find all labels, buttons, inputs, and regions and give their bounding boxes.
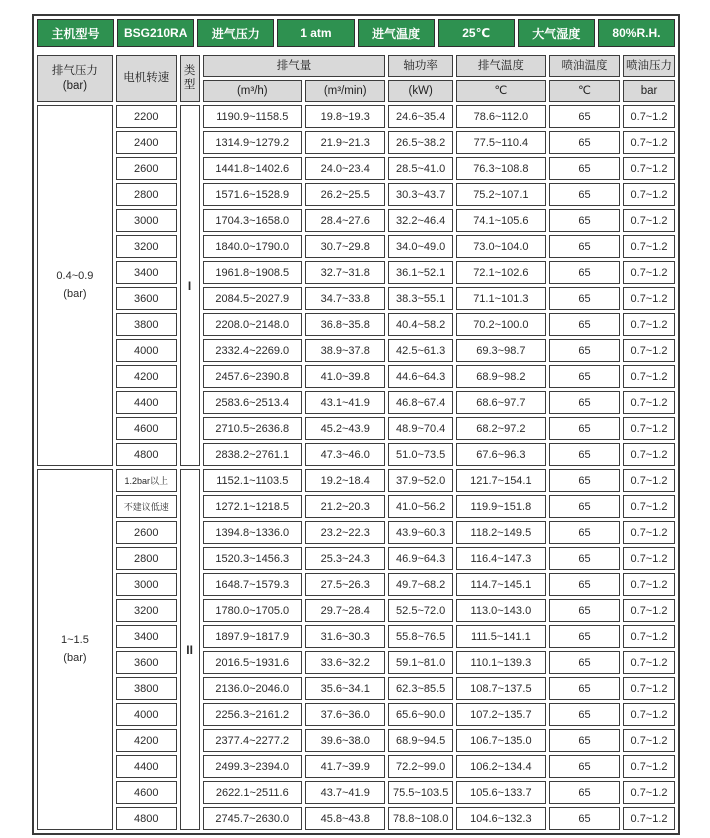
col-oil-pressure: 喷油压力 bbox=[623, 55, 675, 77]
oil-pressure-cell: 0.7~1.2 bbox=[623, 391, 675, 414]
table-row bbox=[37, 677, 675, 700]
shaft-power-cell: 78.8~108.0 bbox=[388, 807, 452, 830]
flow-m3min-cell: 39.6~38.0 bbox=[305, 729, 385, 752]
flow-m3min-cell: 36.8~35.8 bbox=[305, 313, 385, 336]
humidity-value: 80%R.H. bbox=[598, 19, 675, 47]
oil-temp-cell: 65 bbox=[549, 651, 620, 674]
pressure-range-value: 0.4~0.9 bbox=[56, 269, 94, 282]
oil-pressure-cell: 0.7~1.2 bbox=[623, 183, 675, 206]
col-displacement: 排气量 bbox=[203, 55, 386, 77]
discharge-temp-cell: 110.1~139.3 bbox=[456, 651, 546, 674]
discharge-temp-cell: 76.3~108.8 bbox=[456, 157, 546, 180]
motor-speed-cell: 3000 bbox=[116, 209, 177, 232]
oil-pressure-cell: 0.7~1.2 bbox=[623, 521, 675, 544]
motor-speed-cell: 不建议低速 bbox=[116, 495, 177, 518]
motor-speed-cell: 3600 bbox=[116, 287, 177, 310]
motor-speed-cell: 4200 bbox=[116, 729, 177, 752]
table-row bbox=[37, 521, 675, 544]
oil-pressure-cell: 0.7~1.2 bbox=[623, 235, 675, 258]
host-model-label: 主机型号 bbox=[37, 19, 114, 47]
oil-pressure-cell: 0.7~1.2 bbox=[623, 703, 675, 726]
flow-m3h-cell: 2377.4~2277.2 bbox=[203, 729, 302, 752]
motor-speed-cell: 3400 bbox=[116, 625, 177, 648]
oil-temp-cell: 65 bbox=[549, 287, 620, 310]
oil-temp-cell: 65 bbox=[549, 313, 620, 336]
flow-m3h-cell: 1840.0~1790.0 bbox=[203, 235, 302, 258]
flow-m3h-cell: 2332.4~2269.0 bbox=[203, 339, 302, 362]
flow-m3h-cell: 1314.9~1279.2 bbox=[203, 131, 302, 154]
motor-speed-cell: 2400 bbox=[116, 131, 177, 154]
oil-pressure-cell: 0.7~1.2 bbox=[623, 339, 675, 362]
motor-speed-cell: 4000 bbox=[116, 339, 177, 362]
discharge-temp-cell: 111.5~141.1 bbox=[456, 625, 546, 648]
shaft-power-cell: 28.5~41.0 bbox=[388, 157, 452, 180]
flow-m3h-cell: 1272.1~1218.5 bbox=[203, 495, 302, 518]
shaft-power-cell: 41.0~56.2 bbox=[388, 495, 452, 518]
flow-m3h-cell: 2208.0~2148.0 bbox=[203, 313, 302, 336]
table-row bbox=[37, 261, 675, 284]
table-row bbox=[37, 469, 675, 492]
flow-m3min-cell: 38.9~37.8 bbox=[305, 339, 385, 362]
performance-table-header bbox=[37, 55, 675, 102]
intake-temp-value: 25℃ bbox=[438, 19, 515, 47]
flow-m3h-cell: 1897.9~1817.9 bbox=[203, 625, 302, 648]
flow-m3min-cell: 25.3~24.3 bbox=[305, 547, 385, 570]
shaft-power-cell: 59.1~81.0 bbox=[388, 651, 452, 674]
flow-m3h-cell: 2745.7~2630.0 bbox=[203, 807, 302, 830]
table-row bbox=[37, 781, 675, 804]
discharge-temp-cell: 68.6~97.7 bbox=[456, 391, 546, 414]
discharge-temp-cell: 107.2~135.7 bbox=[456, 703, 546, 726]
flow-m3min-cell: 47.3~46.0 bbox=[305, 443, 385, 466]
flow-m3h-cell: 1704.3~1658.0 bbox=[203, 209, 302, 232]
shaft-power-cell: 46.9~64.3 bbox=[388, 547, 452, 570]
flow-m3h-cell: 2622.1~2511.6 bbox=[203, 781, 302, 804]
flow-m3min-cell: 31.6~30.3 bbox=[305, 625, 385, 648]
pressure-range-value: 1~1.5 bbox=[60, 633, 89, 646]
shaft-power-cell: 68.9~94.5 bbox=[388, 729, 452, 752]
motor-speed-cell: 4600 bbox=[116, 417, 177, 440]
discharge-temp-cell: 72.1~102.6 bbox=[456, 261, 546, 284]
flow-m3min-cell: 41.0~39.8 bbox=[305, 365, 385, 388]
flow-m3h-cell: 1520.3~1456.3 bbox=[203, 547, 302, 570]
discharge-temp-cell: 67.6~96.3 bbox=[456, 443, 546, 466]
oil-temp-cell: 65 bbox=[549, 131, 620, 154]
pressure-range-unit: (bar) bbox=[63, 287, 87, 300]
shaft-power-cell: 75.5~103.5 bbox=[388, 781, 452, 804]
discharge-temp-cell: 78.6~112.0 bbox=[456, 105, 546, 128]
oil-pressure-cell: 0.7~1.2 bbox=[623, 365, 675, 388]
shaft-power-cell: 42.5~61.3 bbox=[388, 339, 452, 362]
discharge-temp-cell: 70.2~100.0 bbox=[456, 313, 546, 336]
table-row bbox=[37, 729, 675, 752]
flow-m3min-cell: 43.1~41.9 bbox=[305, 391, 385, 414]
oil-pressure-cell: 0.7~1.2 bbox=[623, 443, 675, 466]
oil-pressure-cell: 0.7~1.2 bbox=[623, 261, 675, 284]
oil-temp-cell: 65 bbox=[549, 235, 620, 258]
conditions-header-table bbox=[34, 16, 678, 50]
header-row-1 bbox=[37, 55, 675, 77]
oil-pressure-cell: 0.7~1.2 bbox=[623, 651, 675, 674]
flow-m3min-cell: 41.7~39.9 bbox=[305, 755, 385, 778]
oil-pressure-cell: 0.7~1.2 bbox=[623, 495, 675, 518]
shaft-power-cell: 49.7~68.2 bbox=[388, 573, 452, 596]
unit-m3h: (m³/h) bbox=[203, 80, 302, 102]
discharge-pressure-label: 排气压力 bbox=[51, 65, 98, 78]
table-row bbox=[37, 443, 675, 466]
flow-m3min-cell: 29.7~28.4 bbox=[305, 599, 385, 622]
unit-kw: (kW) bbox=[388, 80, 452, 102]
oil-pressure-cell: 0.7~1.2 bbox=[623, 131, 675, 154]
discharge-temp-cell: 77.5~110.4 bbox=[456, 131, 546, 154]
table-row bbox=[37, 235, 675, 258]
flow-m3h-cell: 1961.8~1908.5 bbox=[203, 261, 302, 284]
shaft-power-cell: 55.8~76.5 bbox=[388, 625, 452, 648]
oil-temp-cell: 65 bbox=[549, 339, 620, 362]
discharge-temp-cell: 75.2~107.1 bbox=[456, 183, 546, 206]
discharge-temp-cell: 106.7~135.0 bbox=[456, 729, 546, 752]
table-row bbox=[37, 183, 675, 206]
discharge-temp-cell: 68.9~98.2 bbox=[456, 365, 546, 388]
oil-pressure-cell: 0.7~1.2 bbox=[623, 625, 675, 648]
oil-temp-cell: 65 bbox=[549, 547, 620, 570]
table-row bbox=[37, 157, 675, 180]
flow-m3min-cell: 19.8~19.3 bbox=[305, 105, 385, 128]
discharge-temp-cell: 119.9~151.8 bbox=[456, 495, 546, 518]
motor-speed-cell: 3800 bbox=[116, 313, 177, 336]
motor-speed-cell: 2800 bbox=[116, 547, 177, 570]
col-oil-temp: 喷油温度 bbox=[549, 55, 620, 77]
oil-temp-cell: 65 bbox=[549, 157, 620, 180]
flow-m3h-cell: 2256.3~2161.2 bbox=[203, 703, 302, 726]
table-row bbox=[37, 651, 675, 674]
flow-m3h-cell: 2499.3~2394.0 bbox=[203, 755, 302, 778]
table-row bbox=[37, 807, 675, 830]
discharge-temp-cell: 116.4~147.3 bbox=[456, 547, 546, 570]
flow-m3min-cell: 26.2~25.5 bbox=[305, 183, 385, 206]
intake-temp-label: 进气温度 bbox=[358, 19, 435, 47]
flow-m3min-cell: 19.2~18.4 bbox=[305, 469, 385, 492]
flow-m3h-cell: 2710.5~2636.8 bbox=[203, 417, 302, 440]
unit-m3min: (m³/min) bbox=[305, 80, 385, 102]
discharge-temp-cell: 104.6~132.3 bbox=[456, 807, 546, 830]
oil-pressure-cell: 0.7~1.2 bbox=[623, 755, 675, 778]
flow-m3h-cell: 2016.5~1931.6 bbox=[203, 651, 302, 674]
oil-pressure-cell: 0.7~1.2 bbox=[623, 547, 675, 570]
motor-speed-cell: 2800 bbox=[116, 183, 177, 206]
discharge-temp-cell: 71.1~101.3 bbox=[456, 287, 546, 310]
oil-pressure-cell: 0.7~1.2 bbox=[623, 729, 675, 752]
flow-m3min-cell: 45.8~43.8 bbox=[305, 807, 385, 830]
table-row bbox=[37, 209, 675, 232]
shaft-power-cell: 65.6~90.0 bbox=[388, 703, 452, 726]
motor-speed-cell: 3600 bbox=[116, 651, 177, 674]
conditions-row bbox=[37, 19, 675, 47]
motor-speed-cell: 1.2bar以上 bbox=[116, 469, 177, 492]
table-row bbox=[37, 105, 675, 128]
shaft-power-cell: 72.2~99.0 bbox=[388, 755, 452, 778]
discharge-temp-cell: 113.0~143.0 bbox=[456, 599, 546, 622]
oil-pressure-cell: 0.7~1.2 bbox=[623, 157, 675, 180]
flow-m3h-cell: 1152.1~1103.5 bbox=[203, 469, 302, 492]
shaft-power-cell: 34.0~49.0 bbox=[388, 235, 452, 258]
unit-celsius-oil: ℃ bbox=[549, 80, 620, 102]
oil-temp-cell: 65 bbox=[549, 183, 620, 206]
motor-speed-cell: 4600 bbox=[116, 781, 177, 804]
flow-m3min-cell: 43.7~41.9 bbox=[305, 781, 385, 804]
table-row bbox=[37, 365, 675, 388]
pressure-range-cell bbox=[37, 105, 113, 466]
flow-m3h-cell: 2583.6~2513.4 bbox=[203, 391, 302, 414]
discharge-temp-cell: 105.6~133.7 bbox=[456, 781, 546, 804]
oil-pressure-cell: 0.7~1.2 bbox=[623, 573, 675, 596]
shaft-power-cell: 52.5~72.0 bbox=[388, 599, 452, 622]
flow-m3min-cell: 37.6~36.0 bbox=[305, 703, 385, 726]
motor-speed-cell: 3400 bbox=[116, 261, 177, 284]
flow-m3min-cell: 45.2~43.9 bbox=[305, 417, 385, 440]
oil-pressure-cell: 0.7~1.2 bbox=[623, 417, 675, 440]
discharge-temp-cell: 73.0~104.0 bbox=[456, 235, 546, 258]
oil-temp-cell: 65 bbox=[549, 521, 620, 544]
shaft-power-cell: 48.9~70.4 bbox=[388, 417, 452, 440]
flow-m3min-cell: 27.5~26.3 bbox=[305, 573, 385, 596]
table-row bbox=[37, 391, 675, 414]
flow-m3min-cell: 30.7~29.8 bbox=[305, 235, 385, 258]
shaft-power-cell: 30.3~43.7 bbox=[388, 183, 452, 206]
discharge-temp-cell: 114.7~145.1 bbox=[456, 573, 546, 596]
pressure-range-unit: (bar) bbox=[63, 651, 87, 664]
performance-table bbox=[34, 52, 678, 833]
flow-m3min-cell: 21.2~20.3 bbox=[305, 495, 385, 518]
shaft-power-cell: 37.9~52.0 bbox=[388, 469, 452, 492]
flow-m3min-cell: 32.7~31.8 bbox=[305, 261, 385, 284]
type-cell: II bbox=[180, 469, 200, 830]
oil-pressure-cell: 0.7~1.2 bbox=[623, 313, 675, 336]
oil-temp-cell: 65 bbox=[549, 261, 620, 284]
table-row bbox=[37, 287, 675, 310]
table-row bbox=[37, 625, 675, 648]
intake-pressure-value: 1 atm bbox=[277, 19, 354, 47]
oil-temp-cell: 65 bbox=[549, 391, 620, 414]
intake-pressure-label: 进气压力 bbox=[197, 19, 274, 47]
motor-speed-cell: 3200 bbox=[116, 235, 177, 258]
oil-temp-cell: 65 bbox=[549, 703, 620, 726]
shaft-power-cell: 40.4~58.2 bbox=[388, 313, 452, 336]
performance-table-body bbox=[37, 105, 675, 830]
shaft-power-cell: 43.9~60.3 bbox=[388, 521, 452, 544]
shaft-power-cell: 26.5~38.2 bbox=[388, 131, 452, 154]
flow-m3h-cell: 1441.8~1402.6 bbox=[203, 157, 302, 180]
table-row bbox=[37, 313, 675, 336]
unit-celsius-discharge: ℃ bbox=[456, 80, 546, 102]
discharge-temp-cell: 74.1~105.6 bbox=[456, 209, 546, 232]
flow-m3h-cell: 2084.5~2027.9 bbox=[203, 287, 302, 310]
oil-temp-cell: 65 bbox=[549, 625, 620, 648]
table-row bbox=[37, 547, 675, 570]
shaft-power-cell: 38.3~55.1 bbox=[388, 287, 452, 310]
oil-temp-cell: 65 bbox=[549, 443, 620, 466]
oil-temp-cell: 65 bbox=[549, 677, 620, 700]
host-model-value: BSG210RA bbox=[117, 19, 194, 47]
oil-pressure-cell: 0.7~1.2 bbox=[623, 781, 675, 804]
oil-temp-cell: 65 bbox=[549, 469, 620, 492]
oil-pressure-cell: 0.7~1.2 bbox=[623, 677, 675, 700]
flow-m3h-cell: 2838.2~2761.1 bbox=[203, 443, 302, 466]
discharge-temp-cell: 118.2~149.5 bbox=[456, 521, 546, 544]
motor-speed-cell: 4800 bbox=[116, 807, 177, 830]
oil-temp-cell: 65 bbox=[549, 105, 620, 128]
motor-speed-cell: 4400 bbox=[116, 391, 177, 414]
oil-temp-cell: 65 bbox=[549, 729, 620, 752]
type-cell: I bbox=[180, 105, 200, 466]
discharge-temp-cell: 108.7~137.5 bbox=[456, 677, 546, 700]
flow-m3min-cell: 33.6~32.2 bbox=[305, 651, 385, 674]
flow-m3h-cell: 2136.0~2046.0 bbox=[203, 677, 302, 700]
motor-speed-cell: 4400 bbox=[116, 755, 177, 778]
shaft-power-cell: 36.1~52.1 bbox=[388, 261, 452, 284]
flow-m3min-cell: 21.9~21.3 bbox=[305, 131, 385, 154]
unit-bar: bar bbox=[623, 80, 675, 102]
table-row bbox=[37, 131, 675, 154]
pressure-range-cell bbox=[37, 469, 113, 830]
flow-m3min-cell: 24.0~23.4 bbox=[305, 157, 385, 180]
oil-temp-cell: 65 bbox=[549, 495, 620, 518]
oil-temp-cell: 65 bbox=[549, 573, 620, 596]
col-discharge-temp: 排气温度 bbox=[456, 55, 546, 77]
oil-pressure-cell: 0.7~1.2 bbox=[623, 807, 675, 830]
shaft-power-cell: 32.2~46.4 bbox=[388, 209, 452, 232]
oil-temp-cell: 65 bbox=[549, 755, 620, 778]
flow-m3h-cell: 1394.8~1336.0 bbox=[203, 521, 302, 544]
shaft-power-cell: 44.6~64.3 bbox=[388, 365, 452, 388]
col-motor-speed: 电机转速 bbox=[116, 55, 177, 102]
table-row bbox=[37, 573, 675, 596]
discharge-temp-cell: 69.3~98.7 bbox=[456, 339, 546, 362]
shaft-power-cell: 51.0~73.5 bbox=[388, 443, 452, 466]
shaft-power-cell: 46.8~67.4 bbox=[388, 391, 452, 414]
motor-speed-cell: 4200 bbox=[116, 365, 177, 388]
table-row bbox=[37, 703, 675, 726]
flow-m3min-cell: 28.4~27.6 bbox=[305, 209, 385, 232]
table-row bbox=[37, 417, 675, 440]
table-row bbox=[37, 755, 675, 778]
oil-temp-cell: 65 bbox=[549, 781, 620, 804]
motor-speed-cell: 2600 bbox=[116, 521, 177, 544]
col-shaft-power: 轴功率 bbox=[388, 55, 452, 77]
oil-temp-cell: 65 bbox=[549, 417, 620, 440]
motor-speed-cell: 3800 bbox=[116, 677, 177, 700]
flow-m3h-cell: 2457.6~2390.8 bbox=[203, 365, 302, 388]
oil-pressure-cell: 0.7~1.2 bbox=[623, 469, 675, 492]
discharge-pressure-unit: (bar) bbox=[62, 79, 88, 92]
oil-temp-cell: 65 bbox=[549, 807, 620, 830]
flow-m3h-cell: 1648.7~1579.3 bbox=[203, 573, 302, 596]
flow-m3min-cell: 23.2~22.3 bbox=[305, 521, 385, 544]
motor-speed-cell: 3200 bbox=[116, 599, 177, 622]
discharge-temp-cell: 68.2~97.2 bbox=[456, 417, 546, 440]
motor-speed-cell: 3000 bbox=[116, 573, 177, 596]
shaft-power-cell: 24.6~35.4 bbox=[388, 105, 452, 128]
table-row bbox=[37, 495, 675, 518]
oil-pressure-cell: 0.7~1.2 bbox=[623, 287, 675, 310]
oil-pressure-cell: 0.7~1.2 bbox=[623, 209, 675, 232]
col-type: 类型 bbox=[180, 55, 200, 102]
oil-temp-cell: 65 bbox=[549, 599, 620, 622]
oil-temp-cell: 65 bbox=[549, 209, 620, 232]
motor-speed-cell: 4000 bbox=[116, 703, 177, 726]
compressor-spec-table bbox=[32, 14, 680, 835]
flow-m3min-cell: 35.6~34.1 bbox=[305, 677, 385, 700]
flow-m3h-cell: 1190.9~1158.5 bbox=[203, 105, 302, 128]
table-row bbox=[37, 599, 675, 622]
humidity-label: 大气湿度 bbox=[518, 19, 595, 47]
discharge-temp-cell: 121.7~154.1 bbox=[456, 469, 546, 492]
discharge-temp-cell: 106.2~134.4 bbox=[456, 755, 546, 778]
oil-pressure-cell: 0.7~1.2 bbox=[623, 599, 675, 622]
oil-temp-cell: 65 bbox=[549, 365, 620, 388]
flow-m3h-cell: 1571.6~1528.9 bbox=[203, 183, 302, 206]
motor-speed-cell: 4800 bbox=[116, 443, 177, 466]
col-discharge-pressure bbox=[37, 55, 113, 102]
table-row bbox=[37, 339, 675, 362]
shaft-power-cell: 62.3~85.5 bbox=[388, 677, 452, 700]
flow-m3min-cell: 34.7~33.8 bbox=[305, 287, 385, 310]
motor-speed-cell: 2600 bbox=[116, 157, 177, 180]
flow-m3h-cell: 1780.0~1705.0 bbox=[203, 599, 302, 622]
motor-speed-cell: 2200 bbox=[116, 105, 177, 128]
oil-pressure-cell: 0.7~1.2 bbox=[623, 105, 675, 128]
